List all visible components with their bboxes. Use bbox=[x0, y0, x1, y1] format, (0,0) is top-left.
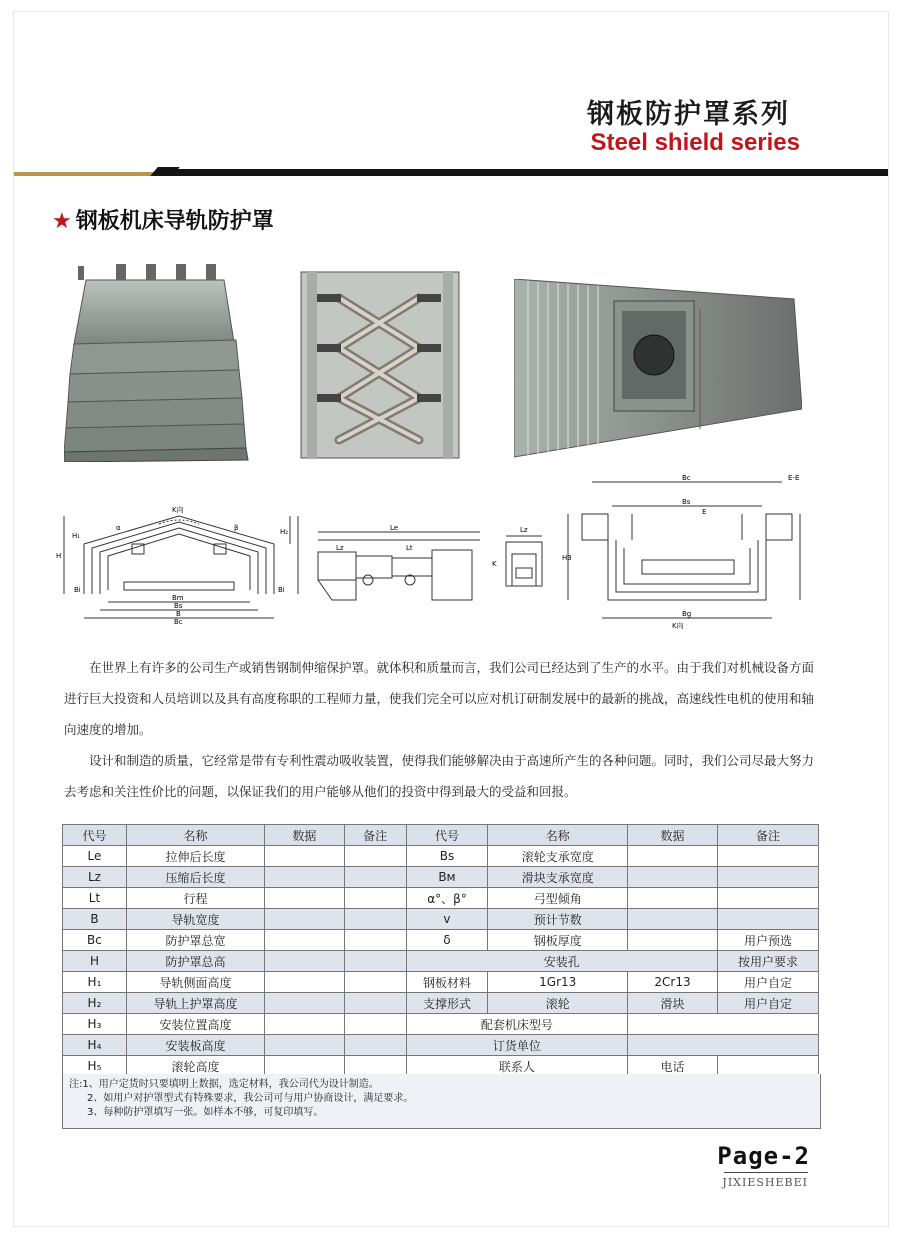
table-cell[interactable] bbox=[265, 846, 345, 867]
table-cell: H bbox=[63, 951, 127, 972]
table-row bbox=[63, 930, 819, 951]
header-cell: 数据 bbox=[628, 825, 718, 846]
series-title-en: Steel shield series bbox=[590, 129, 800, 156]
photo-telescopic-shield bbox=[64, 262, 249, 462]
table-row bbox=[63, 888, 819, 909]
note-2: 2、如用户对护罩型式有特殊要求，我公司可与用户协商设计，满足要求。 bbox=[87, 1093, 414, 1104]
photo-steel-plate-cover bbox=[514, 279, 802, 459]
table-cell: 用户预选 bbox=[717, 930, 818, 951]
table-cell[interactable] bbox=[344, 846, 406, 867]
table-cell: 联系人 bbox=[406, 1056, 628, 1077]
table-cell[interactable] bbox=[265, 888, 345, 909]
header-cell: 代号 bbox=[406, 825, 488, 846]
table-cell[interactable] bbox=[265, 1035, 345, 1056]
table-cell[interactable] bbox=[628, 1014, 819, 1035]
table-cell: 用户自定 bbox=[717, 993, 818, 1014]
section-heading bbox=[52, 204, 274, 235]
note-3: 3、每种防护罩填写一张。如样本不够，可复印填写。 bbox=[87, 1107, 324, 1118]
label-k-direction: K向 bbox=[172, 506, 184, 514]
table-cell[interactable] bbox=[628, 888, 718, 909]
table-header-row bbox=[63, 825, 819, 846]
table-cell[interactable] bbox=[717, 909, 818, 930]
label-e: E bbox=[702, 508, 707, 516]
table-cell: v bbox=[406, 909, 488, 930]
table-cell[interactable]: 1Gr13 bbox=[488, 972, 628, 993]
table-cell: Lt bbox=[63, 888, 127, 909]
table-cell[interactable] bbox=[344, 930, 406, 951]
table-cell: 钢板厚度 bbox=[488, 930, 628, 951]
header-cell: 名称 bbox=[126, 825, 264, 846]
table-row bbox=[63, 972, 819, 993]
table-cell[interactable] bbox=[344, 1035, 406, 1056]
page-number-rule bbox=[724, 1172, 808, 1173]
catalog-page bbox=[14, 12, 888, 1226]
table-cell: Lz bbox=[63, 867, 127, 888]
table-row bbox=[63, 993, 819, 1014]
table-notes bbox=[62, 1074, 821, 1129]
label-bs-left: Bs bbox=[174, 602, 183, 610]
table-cell[interactable] bbox=[265, 1014, 345, 1035]
label-le: Le bbox=[390, 524, 399, 532]
table-cell: 滑块支承宽度 bbox=[488, 867, 628, 888]
label-bs-right: Bs bbox=[682, 498, 691, 506]
intro-text bbox=[64, 652, 824, 807]
label-k: K bbox=[492, 560, 497, 568]
label-lz-end: Lz bbox=[520, 526, 528, 534]
table-cell[interactable] bbox=[265, 951, 345, 972]
table-cell: 配套机床型号 bbox=[406, 1014, 628, 1035]
table-cell: 电话 bbox=[628, 1056, 718, 1077]
table-cell[interactable] bbox=[265, 972, 345, 993]
table-cell[interactable] bbox=[628, 867, 718, 888]
table-cell[interactable]: 滚轮 bbox=[488, 993, 628, 1014]
table-cell[interactable] bbox=[628, 1035, 819, 1056]
table-cell: 压缩后长度 bbox=[126, 867, 264, 888]
table-cell: B bbox=[63, 909, 127, 930]
label-alpha: α bbox=[116, 524, 121, 532]
paragraph-2: 设计和制造的质量，它经常是带有专利性震动吸收装置，使得我们能够解决由于高速所产生的各种问题。同时，我们公司尽最大努力去考虑和关注性价比的问题，以保证我们的用户能够从他们的投资中得到最大的受益和回报。 bbox=[64, 753, 815, 799]
table-cell: 滚轮高度 bbox=[126, 1056, 264, 1077]
label-bg: Bg bbox=[682, 610, 692, 618]
table-cell[interactable] bbox=[344, 888, 406, 909]
label-beta: β bbox=[234, 524, 239, 532]
diagram-end-view bbox=[484, 524, 554, 594]
paragraph-1: 在世界上有许多的公司生产或销售钢制伸缩保护罩。就体积和质量而言，我们公司已经达到了生产的水平。由于我们对机械设备方面进行巨大投资和人员培训以及具有高度称职的工程师力量，使我们完全可以应对机订研制发展中的最新的挑战，高速线性电机的使用和轴向速度的增加。 bbox=[64, 660, 815, 737]
table-cell: 导轨上护罩高度 bbox=[126, 993, 264, 1014]
label-ee: E-E bbox=[788, 474, 800, 482]
gold-rule bbox=[14, 172, 166, 176]
label-h1: H₁ bbox=[72, 532, 81, 540]
table-cell: δ bbox=[406, 930, 488, 951]
label-lt: Lt bbox=[406, 544, 413, 552]
header-cell: 备注 bbox=[344, 825, 406, 846]
header-cell: 备注 bbox=[717, 825, 818, 846]
label-lz-side: Lz bbox=[336, 544, 344, 552]
table-row bbox=[63, 846, 819, 867]
table-cell[interactable] bbox=[344, 993, 406, 1014]
table-cell: 钢板材料 bbox=[406, 972, 488, 993]
table-cell: 导轨宽度 bbox=[126, 909, 264, 930]
table-cell[interactable] bbox=[265, 993, 345, 1014]
label-bi-left: Bi bbox=[74, 586, 81, 594]
table-cell[interactable] bbox=[265, 930, 345, 951]
table-cell[interactable] bbox=[344, 909, 406, 930]
table-cell[interactable]: 滑块 bbox=[628, 993, 718, 1014]
label-k-direction-2: K向 bbox=[672, 622, 684, 630]
page-number: Page-2 bbox=[717, 1142, 810, 1170]
table-cell: 安装位置高度 bbox=[126, 1014, 264, 1035]
table-cell[interactable] bbox=[628, 930, 718, 951]
table-cell[interactable] bbox=[265, 867, 345, 888]
label-bc-left: Bc bbox=[174, 618, 183, 624]
table-cell: 滚轮支承宽度 bbox=[488, 846, 628, 867]
star-icon: ★ bbox=[52, 209, 72, 234]
table-cell[interactable]: 2Cr13 bbox=[628, 972, 718, 993]
table-row bbox=[63, 951, 819, 972]
table-cell: H₂ bbox=[63, 993, 127, 1014]
table-cell: 拉伸后长度 bbox=[126, 846, 264, 867]
table-row bbox=[63, 1035, 819, 1056]
photo-scissor-mechanism bbox=[299, 270, 461, 460]
table-cell[interactable] bbox=[344, 972, 406, 993]
label-h2: H₂ bbox=[280, 528, 289, 536]
table-row bbox=[63, 1014, 819, 1035]
label-bc-right: Bc bbox=[682, 474, 691, 482]
brand-name: JIXIESHEBEI bbox=[722, 1176, 808, 1189]
diagram-side-view bbox=[310, 524, 490, 610]
table-cell: Bc bbox=[63, 930, 127, 951]
table-cell: H₁ bbox=[63, 972, 127, 993]
header-cell: 数据 bbox=[265, 825, 345, 846]
table-cell[interactable] bbox=[628, 846, 718, 867]
table-row bbox=[63, 909, 819, 930]
title-bar bbox=[14, 12, 888, 177]
table-cell: Bм bbox=[406, 867, 488, 888]
label-b: B bbox=[176, 610, 181, 618]
table-cell: H₃ bbox=[63, 1014, 127, 1035]
label-bm: Bm bbox=[172, 594, 184, 602]
table-cell[interactable] bbox=[717, 888, 818, 909]
table-cell: 预计节数 bbox=[488, 909, 628, 930]
table-cell: 按用户要求 bbox=[717, 951, 818, 972]
table-cell[interactable] bbox=[628, 909, 718, 930]
diagram-cross-section bbox=[54, 494, 304, 624]
table-cell[interactable] bbox=[717, 846, 818, 867]
table-cell: 支撑形式 bbox=[406, 993, 488, 1014]
table-cell: H₄ bbox=[63, 1035, 127, 1056]
label-h3: H3 bbox=[562, 554, 572, 562]
table-cell: 订货单位 bbox=[406, 1035, 628, 1056]
table-cell[interactable] bbox=[344, 1014, 406, 1035]
table-cell: 防护罩总高 bbox=[126, 951, 264, 972]
header-cell: 代号 bbox=[63, 825, 127, 846]
series-title-cn: 钢板防护罩系列 bbox=[587, 99, 790, 130]
spec-table bbox=[62, 824, 819, 1077]
table-cell: 用户自定 bbox=[717, 972, 818, 993]
black-rule bbox=[164, 169, 888, 176]
table-cell: Bs bbox=[406, 846, 488, 867]
table-cell[interactable] bbox=[344, 867, 406, 888]
label-h: H bbox=[56, 552, 62, 560]
table-row bbox=[63, 867, 819, 888]
table-cell: H₅ bbox=[63, 1056, 127, 1077]
table-cell: 安装孔 bbox=[406, 951, 717, 972]
table-cell: 行程 bbox=[126, 888, 264, 909]
table-cell: α°、β° bbox=[406, 888, 488, 909]
table-cell: Le bbox=[63, 846, 127, 867]
table-cell: 安装板高度 bbox=[126, 1035, 264, 1056]
table-cell: 防护罩总宽 bbox=[126, 930, 264, 951]
table-cell: 弓型倾角 bbox=[488, 888, 628, 909]
table-cell: 导轨侧面高度 bbox=[126, 972, 264, 993]
section-title: 钢板机床导轨防护罩 bbox=[75, 209, 274, 234]
note-1: 注:1、用户定货时只要填明上数据，选定材料，我公司代为设计制造。 bbox=[69, 1079, 379, 1090]
label-bi-right: Bi bbox=[278, 586, 285, 594]
table-cell[interactable] bbox=[344, 951, 406, 972]
table-cell[interactable] bbox=[717, 867, 818, 888]
diagram-section-ee bbox=[562, 470, 812, 630]
table-cell[interactable] bbox=[265, 909, 345, 930]
header-cell: 名称 bbox=[488, 825, 628, 846]
